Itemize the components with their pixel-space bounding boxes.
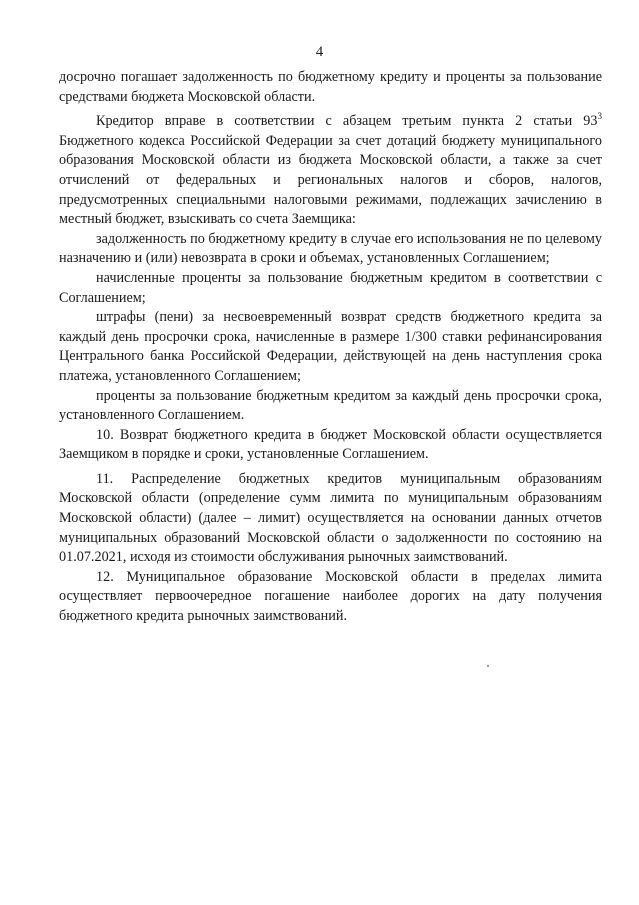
list-item-debt: задолженность по бюджетному кредиту в случае его использования не по целевому назначению и (или) невозврата в сроки и объемах, установленных Соглашением;: [59, 230, 602, 267]
paragraph-creditor-rights-rest: Бюджетного кодекса Российской Федерации за счет дотаций бюджету муниципального образования Московской области из бюджета Московской области, а также за счет отчислений от федеральных и региональных налогов и сборов, налогов, предусмотренных специальными налоговыми режимами, подлежащих зачислению в местный бюджет, взыскивать со счета Заемщика:: [59, 132, 602, 228]
document-body: [59, 68, 602, 627]
clause-10: 10. Возврат бюджетного кредита в бюджет Московской области осуществляется Заемщиком в порядке и сроки, установленные Соглашением.: [59, 426, 602, 463]
article-superscript: 3: [597, 111, 602, 122]
clause-12: 12. Муниципальное образование Московской области в пределах лимита осуществляет первоочередное погашение наиболее дорогих на дату получения бюджетного кредита рыночных заимствований.: [59, 568, 602, 625]
clause-11: 11. Распределение бюджетных кредитов муниципальным образованиям Московской области (определение сумм лимита по муниципальным образованиям Московской области) (далее – лимит) осуществляется на основании данных отчетов муниципальных образований Московской области о задолженности по состоянию на 01.07.2021, исходя из стоимости обслуживания рыночных заимствований.: [59, 470, 602, 566]
paragraph-continuation: досрочно погашает задолженность по бюджетному кредиту и проценты за пользование средствами бюджета Московской области.: [59, 69, 602, 105]
scan-speck: [487, 665, 489, 667]
list-item-interest: начисленные проценты за пользование бюджетным кредитом в соответствии с Соглашением;: [59, 269, 602, 306]
list-item-penalties: штрафы (пени) за несвоевременный возврат средств бюджетного кредита за каждый день просрочки срока, начисленные в размере 1/300 ставки рефинансирования Центрального банка Российской Федерации, действующей на день наступления срока платежа, установленного Соглашением;: [59, 309, 602, 384]
paragraph-creditor-rights-text: Кредитор вправе в соответствии с абзацем третьим пункта 2 статьи 93: [96, 113, 598, 130]
page-number: 4: [315, 44, 324, 60]
paragraph-creditor-rights: [59, 112, 602, 230]
list-item-overdue-interest: проценты за пользование бюджетным кредитом за каждый день просрочки срока, установленного Соглашением.: [59, 387, 602, 424]
